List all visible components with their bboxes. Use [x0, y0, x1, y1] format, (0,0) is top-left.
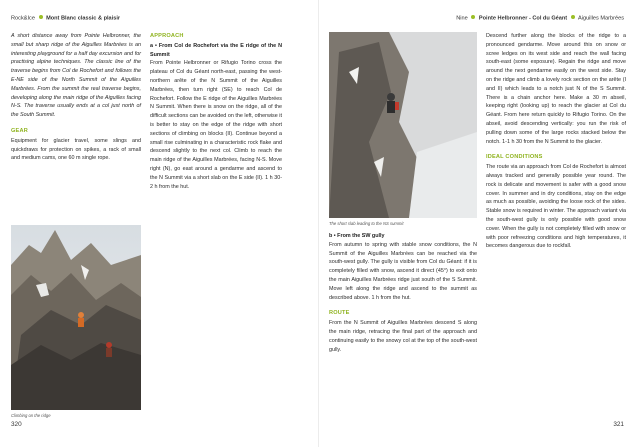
slab-photo	[329, 32, 477, 218]
ideal-conditions-heading: IDEAL CONDITIONS	[486, 154, 543, 161]
page-number-left: 320	[11, 421, 22, 428]
chapter-subtitle: Aiguilles Marbrées	[577, 15, 624, 22]
green-dot-icon	[471, 15, 475, 19]
approach-a-title: a • From Col de Rochefort via the E ridge of the N Summit	[150, 42, 282, 58]
chapter-number: Nine	[456, 15, 468, 22]
book-title: Mont Blanc classic & plaisir	[46, 15, 121, 22]
route-heading: ROUTE	[329, 310, 350, 317]
chapter-title: Pointe Helbronner - Col du Géant	[478, 15, 568, 22]
intro-text: A short distance away from Pointe Helbronner, the small but sharp ridge of the Aiguilles Marbrées is an interesting playground for a half day excursion and for practising alpine techniques. The classic line of the traverse begins from Col de Rochefort and follows the E-NE side of the North Summit of the Aiguilles Marbrées. From the summit the real traverse begins, developing along the main ridge of the Aiguilles facing N-S. The traverse usually ends at a col just north of the South Summit.	[11, 33, 141, 119]
slab-photo-caption: The short slab leading to the NS summit	[329, 221, 404, 226]
approach-b-title: b • From the SW gully	[329, 233, 385, 239]
approach-b-text: From autumn to spring with stable snow conditions, the N Summit of the Aiguilles Marbrées can be reached via the south-west gully. The gully is visible from Col du Géant: if it is completely filled with snow, ascend it direct (45°) to exit onto the main Aiguilles Marbrées ridge just south of the S Summit. Move left along the ridge and ascend to the summit as described above. 1 h from the hut.	[329, 241, 477, 301]
green-dot-icon	[571, 15, 575, 19]
approach-a-text: From Pointe Helbronner or Rifugio Torino cross the plateau of Col du Géant north-east, passing the west-northern arête of the N Summit of the Aiguilles Marbrées, then turn right (SE) to reach Col de Rochefort. Follow the E ridge of the Aiguilles Marbrées N Summit. When there is snow on the ridge, all of the difficult sections can be avoided on the left, otherwise it is better to stay on the edge of the ridge with short sections of climbing on blocks (II). Continue beyond a small rise culminating in a characteristic rock flake and descend slightly to the next col. Climb to reach the main ridge of the Aiguilles Marbrées, facing N-S. Move right (N), go east around a gendarme and ascend to the N Summit via a short slab on the E side (II). 1 h 30-2 h from the hut.	[150, 60, 282, 190]
approach-heading: APPROACH	[150, 33, 184, 39]
gear-heading: GEAR	[11, 127, 28, 134]
gear-text: Equipment for glacier travel, some slings and quickdraws for protection on spikes, a rack of small and medium cams, one 60 m single rope.	[11, 137, 141, 162]
running-header-right	[456, 15, 624, 22]
ideal-conditions-text: The route via an approach from Col de Rochefort is almost always tracked and generally possible year round. The rock is delicate and movement is safer with a good snow cover. In summer and in dry conditions, stay on the edge as much as possible, avoiding the loose rock of the sides. Stable snow is required in winter. The approach variant via the south-west gully is only possible with good snow cover. When the gully is not completely filled with snow or with poor refreezing conditions and high temperatures, it becomes dangerous due to rockfall.	[486, 164, 626, 250]
approach-column	[150, 32, 282, 191]
route-text: From the N Summit of Aiguilles Marbrées descend S along the main ridge, retracing the final part of the approach and continuing easily to the snowy col at the top of the south-west gully.	[329, 320, 477, 353]
right-text-column	[486, 32, 626, 251]
route-continued-text: Descend further along the blocks of the ridge to a pronounced gendarme. Move around this on snow or scree ledges on its west side and reach the wall facing south-east (some exposure). Regain the ridge and move around the next gendarme easily on the west side. Stay on the ridge and climb a lovely rock section on the arête (I and II) which leads to a notch just N of the S Summit. There is a chain anchor here. Make a 30 m abseil, keeping right (looking up) to reach the glacier at Col du Géant. From here return quickly to Rifugio Torino. On the abseil, avoid descending vertically: you run the risk of pulling down some of the large rocks stacked below the notch. 1-1 h 30 from the N Summit to the glacier.	[486, 33, 626, 145]
ridge-climbing-photo	[11, 225, 141, 410]
approach-b-column	[329, 232, 477, 354]
left-photo-caption: Climbing on the ridge	[11, 413, 51, 418]
page-number-right: 321	[613, 421, 624, 428]
intro-column	[11, 32, 141, 163]
running-header-left	[11, 15, 120, 22]
green-dot-icon	[39, 15, 43, 19]
right-page	[319, 0, 638, 447]
series-name: Rock&Ice	[11, 15, 35, 22]
